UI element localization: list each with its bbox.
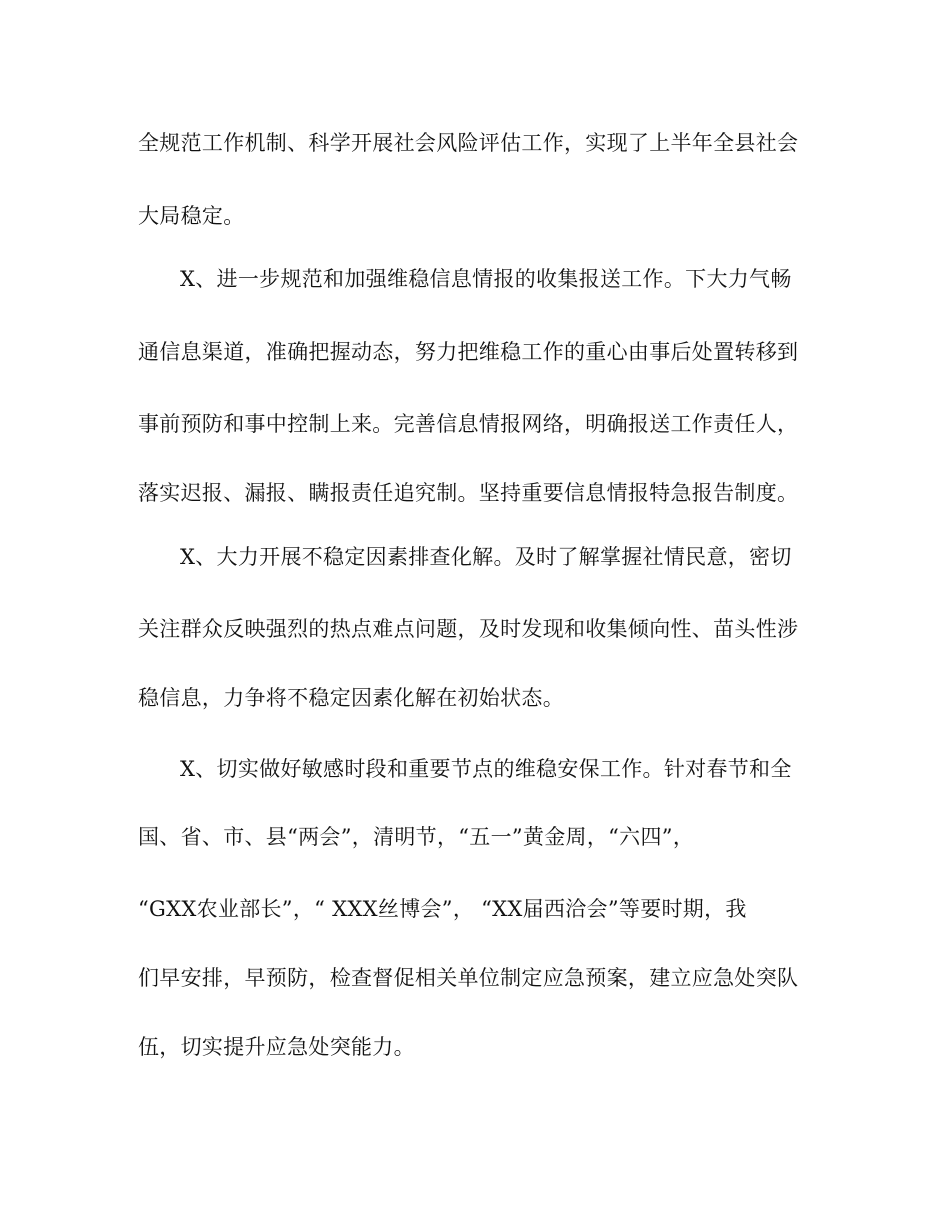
text-line: 大局稳定。 (138, 204, 245, 228)
text-line: 通信息渠道，准确把握动态，努力把维稳工作的重心由事后处置转移到 (138, 340, 799, 364)
text-line: 伍，切实提升应急处突能力。 (138, 1035, 415, 1059)
paragraph-start-line: X、进一步规范和加强维稳信息情报的收集报送工作。下大力气畅 (180, 267, 792, 291)
text-line: 关注群众反映强烈的热点难点问题，及时发现和收集倾向性、苗头性涉 (138, 617, 799, 641)
text-line: “GXX农业部长”，“ XXX丝博会”， “XX届西洽会”等要时期，我 (138, 897, 747, 921)
text-line: 落实迟报、漏报、瞒报责任追究制。坚持重要信息情报特急报告制度。 (138, 481, 799, 505)
text-line: 们早安排，早预防，检查督促相关单位制定应急预案，建立应急处突队 (138, 966, 799, 990)
paragraph-start-line: X、切实做好敏感时段和重要节点的维稳安保工作。针对春节和全 (180, 757, 792, 781)
text-line: 事前预防和事中控制上来。完善信息情报网络，明确报送工作责任人， (138, 412, 799, 436)
text-line: 稳信息，力争将不稳定因素化解在初始状态。 (138, 686, 564, 710)
paragraph-start-line: X、大力开展不稳定因素排查化解。及时了解掌握社情民意，密切 (180, 545, 792, 569)
text-line: 全规范工作机制、科学开展社会风险评估工作，实现了上半年全县社会 (138, 131, 799, 155)
text-line: 国、省、市、县“两会”，清明节，“五一”黄金周，“六四”， (138, 825, 695, 849)
